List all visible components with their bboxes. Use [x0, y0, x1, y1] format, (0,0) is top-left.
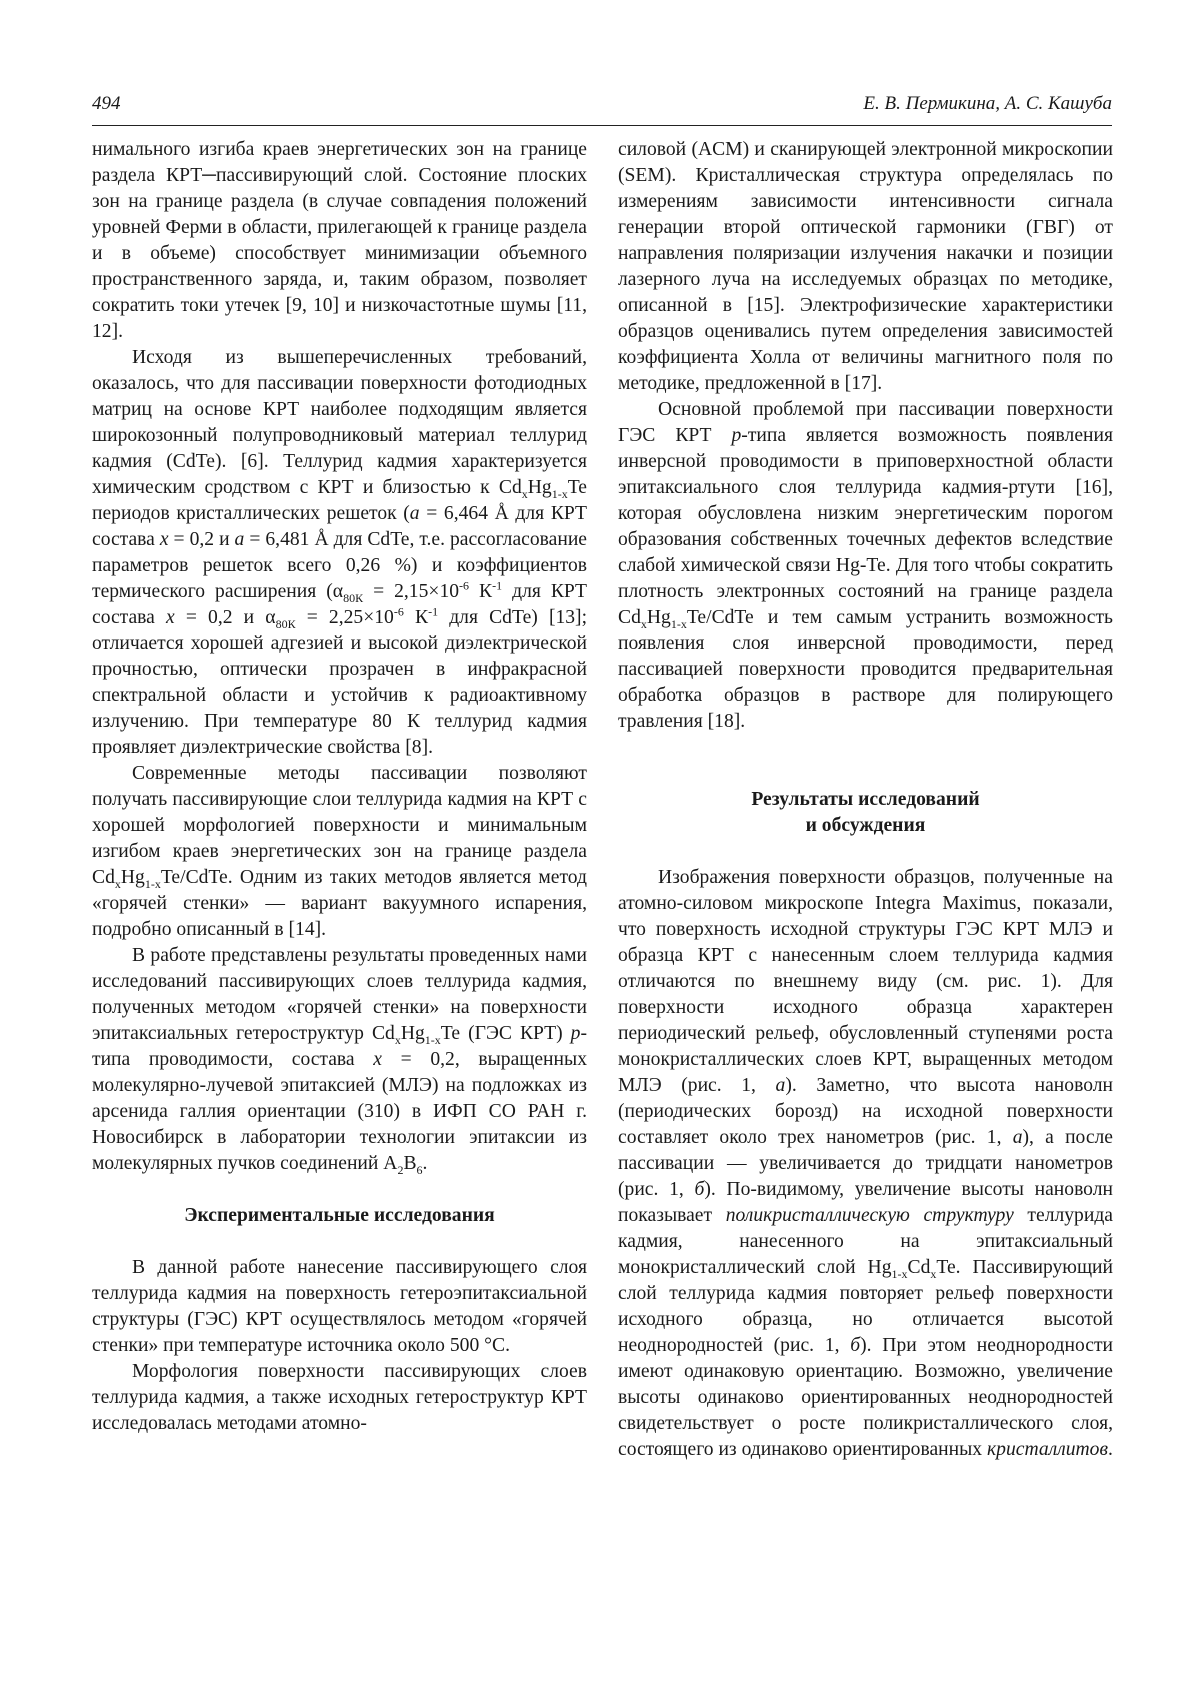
paragraph: нимального изгиба краев энергетических зон на границе раздела КРТ─пассивирующий слой. Состояние плоских зон на границе раздела (в случае совпадения положений уровней Ферми в области, прилегающей к границе раздела и в объеме) способствует минимизации объемного пространственного заряда, и, таким образом, позволяет сократить токи утечек [9, 10] и низкочастотные шумы [11, 12]. — [92, 139, 587, 342]
section-heading-results: Результаты исследований и обсуждения — [751, 789, 980, 836]
paragraph: Изображения поверхности образцов, полученные на атомно-силовом микроскопе Integra Maximus, показали, что поверхность исходной структуры ГЭС КРТ МЛЭ и образца КРТ с нанесенным слоем теллурида кадмия отличаются по внешнему виду (см. рис. 1). Для поверхности исходного образца характерен периодический рельеф, обусловленный ступенями роста монокристаллических слоев КРТ, выращенных методом МЛЭ (рис. 1, a). Заметно, что высота нановолн (периодических борозд) на исходной поверхности составляет около трех нанометров (рис. 1, a), а после пассивации — увеличивается до тридцати нанометров (рис. 1, б). По-видимому, увеличение высоты нановолн показывает поликристаллическую структуру теллурида кадмия, нанесенного на эпитаксиальный монокристаллический слой $Hg_{1-x}Cd_xTe$. Пассивирующий слой теллурида кадмия повторяет рельеф поверхности исходного образца, но отличается высотой неоднородностей (рис. 1, б). При этом неоднородности имеют одинаковую ориентацию. Возможно, увеличение высоты одинаково ориентированных неоднородностей свидетельствует о росте поликристаллического слоя, состоящего из одинаково ориентированных кристаллитов. — [618, 867, 1114, 1460]
header-rule — [92, 125, 1112, 126]
paragraph: В работе представлены результаты проведенных нами исследований пассивирующих слоев теллурида кадмия, полученных методом «горячей стенки» на поверхности эпитаксиальных гетероструктур $Cd_xHg_{1-x}Te$ (ГЭС КРТ) p-типа проводимости, состава x = 0,2, выращенных молекулярно-лучевой эпитаксией (МЛЭ) на подложках из арсенида галлия ориентации (310) в ИФП СО РАН г. Новосибирск в лаборатории технологии эпитаксии из молекулярных пучков соединений $A_2B_6$. — [92, 945, 587, 1177]
paragraph: силовой (ACM) и сканирующей электронной микроскопии (SEM). Кристаллическая структура определялась по измерениям зависимости интенсивности сигнала генерации второй оптической гармоники (ГВГ) от направления поляризации излучения накачки и позиции лазерного луча на исследуемых образцах по методике, описанной в [15]. Электрофизические характеристики образцов оценивались путем определения зависимостей коэффициента Холла от величины магнитного поля по методике, предложенной в [17]. — [618, 139, 1113, 394]
left-column — [92, 137, 587, 1437]
page-header — [92, 93, 1112, 121]
page-number: 494 — [92, 93, 121, 114]
running-title: Е. В. Пермикина, А. С. Кашуба — [863, 93, 1112, 114]
paragraph: Основной проблемой при пассивации поверхности ГЭС КРТ p-типа является возможность появления инверсной проводимости в приповерхностной области эпитаксиального слоя теллурида кадмия-ртути [16], которая обусловлена низким энергетическим порогом образования собственных точечных дефектов вследствие слабой химической связи Hg-Te. Для того чтобы сократить плотность электронных состояний на границе раздела $Cd_xHg_{1-x}Te$/CdTe и тем самым устранить возможность появления слоя инверсной проводимости, перед пассивацией поверхности проводится предварительная обработка образцов в растворе для полирующего травления [18]. — [618, 399, 1113, 732]
paragraph: В данной работе нанесение пассивирующего слоя теллурида кадмия на поверхность гетероэпитаксиальной структуры (ГЭС) КРТ осуществлялось методом «горячей стенки» при температуре источника около 500 °C. — [92, 1257, 587, 1356]
section-heading-experimental: Экспериментальные исследования — [184, 1205, 495, 1226]
right-column — [618, 137, 1113, 1463]
paragraph: Морфология поверхности пассивирующих слоев теллурида кадмия, а также исходных гетероструктур КРТ исследовалась методами атомно- — [92, 1361, 587, 1434]
paragraph: Современные методы пассивации позволяют получать пассивирующие слои теллурида кадмия на КРТ с хорошей морфологией поверхности и минимальным изгибом краев энергетических зон на границе раздела $Cd_xHg_{1-x}Te$/CdTe. Одним из таких методов является метод «горячей стенки» — вариант вакуумного испарения, подробно описанный в [14]. — [92, 763, 587, 940]
paragraph: Исходя из вышеперечисленных требований, оказалось, что для пассивации поверхности фотодиодных матриц на основе КРТ наиболее подходящим является широкозонный полупроводниковый материал теллурид кадмия (CdTe). [6]. Теллурид кадмия характеризуется химическим сродством с КРТ и близостью к $Cd_xHg_{1-x}Te$ периодов кристаллических решеток (a = 6,464 Å для КРТ состава x = 0,2 и a = 6,481 Å для CdTe, т.е. рассогласование параметров решеток всего 0,26 %) и коэффициентов термического расширения ($\alpha_{80К} = 2,15\times 10^{-6}$ $К^{-1}$ для КРТ состава x = 0,2 и $\alpha_{80К} = 2,25\times 10^{-6}$ $К^{-1}$ для CdTe) [13]; отличается хорошей адгезией и высокой диэлектрической прочностью, оптически прозрачен в инфракрасной спектральной области и устойчив к радиоактивному излучению. При температуре 80 К теллурид кадмия проявляет диэлектрические свойства [8]. — [92, 347, 588, 758]
